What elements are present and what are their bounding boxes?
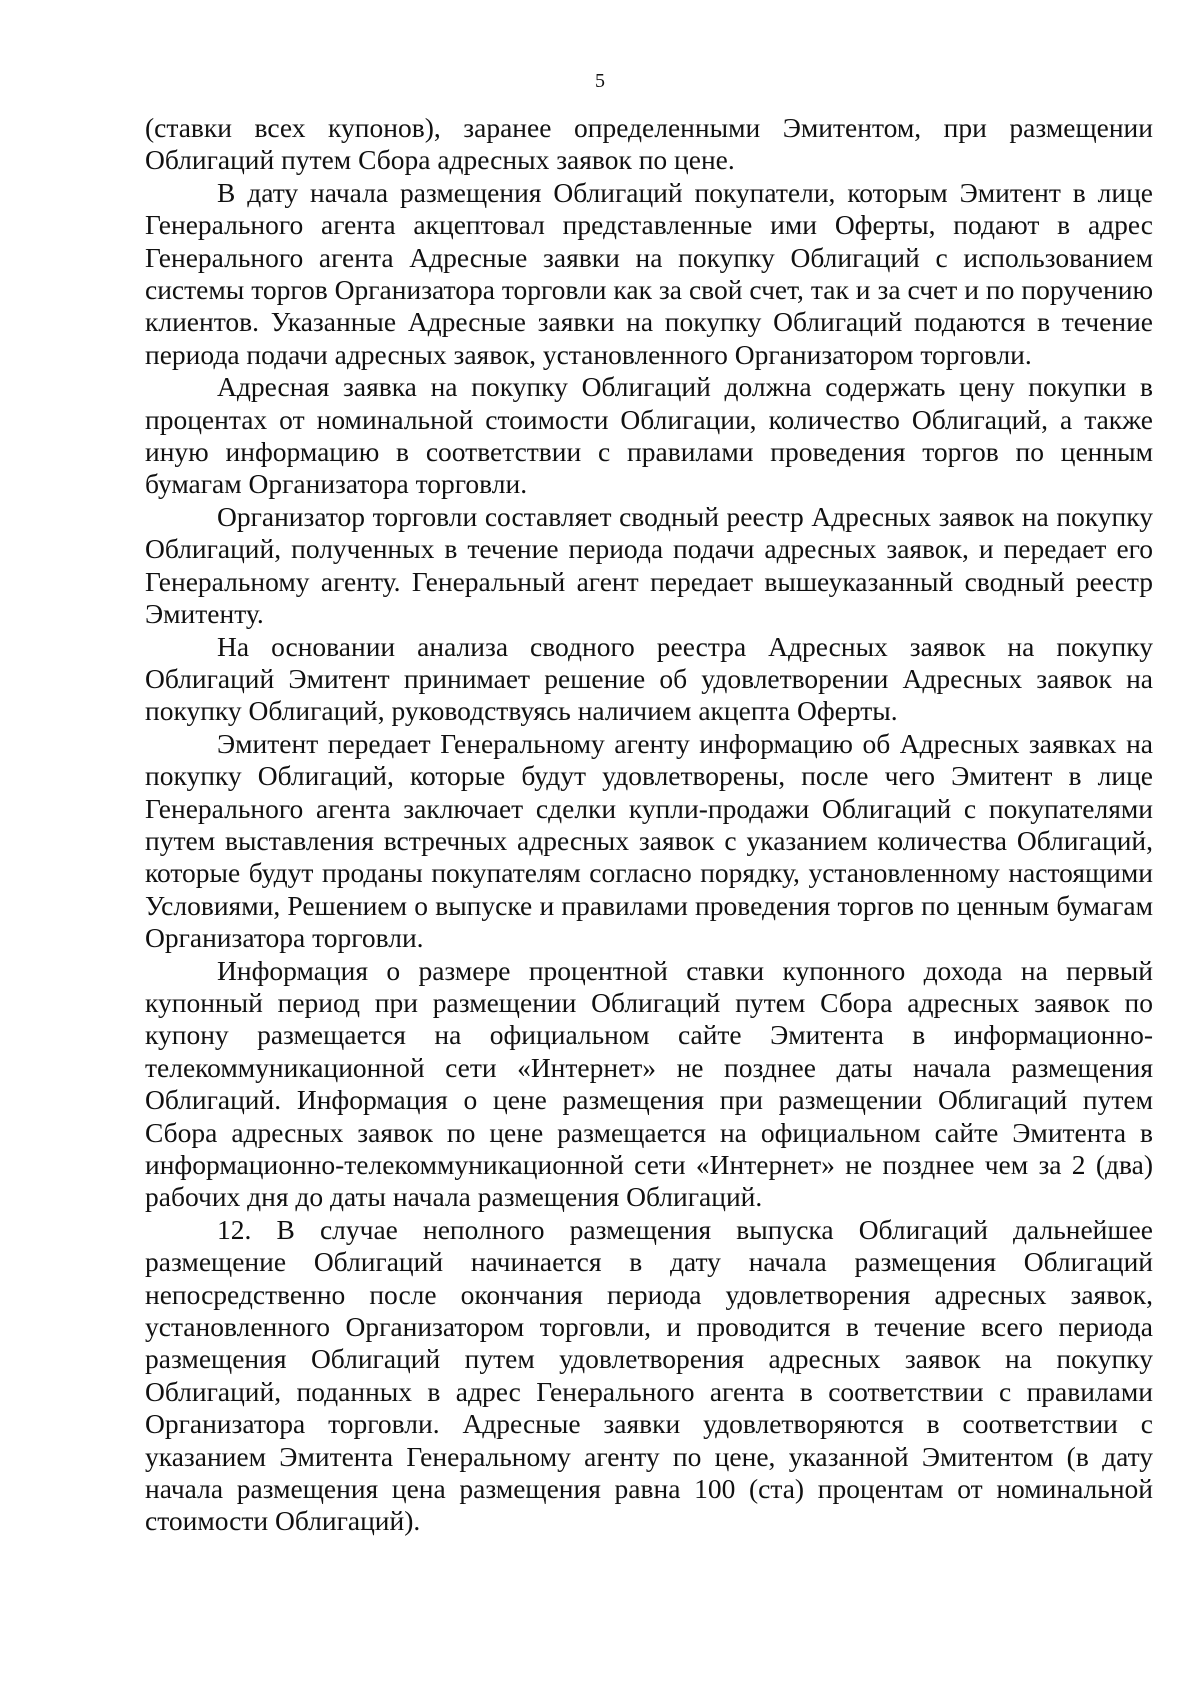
paragraph-consolidated-register: Организатор торговли составляет сводный реестр Адресных заявок на покупку Облигаций, полученных в течение периода подачи адресных заявок, и передает его Генеральному агенту. Генеральный агент передает вышеуказанный сводный реестр Эмитенту.: [145, 500, 1153, 630]
page-number: 5: [595, 70, 605, 92]
paragraph-issuer-decision: На основании анализа сводного реестра Адресных заявок на покупку Облигаций Эмитент принимает решение об удовлетворении Адресных заявок на покупку Облигаций, руководствуясь наличием акцепта Оферты.: [145, 630, 1153, 727]
paragraph-deal-conclusion: Эмитент передает Генеральному агенту информацию об Адресных заявках на покупку Облигаций, которые будут удовлетворены, после чего Эмитент в лице Генерального агента заключает сделки купли-продажи Облигаций с покупателями путем выставления встречных адресных заявок с указанием количества Облигаций, которые будут проданы покупателям согласно порядку, установленному настоящими Условиями, Решением о выпуске и правилами проведения торгов по ценным бумагам Организатора торговли.: [145, 727, 1153, 954]
document-body: [145, 112, 1153, 1538]
paragraph-item-12: 12. В случае неполного размещения выпуска Облигаций дальнейшее размещение Облигаций начинается в дату начала размещения Облигаций непосредственно после окончания периода удовлетворения адресных заявок, установленного Организатором торговли, и проводится в течение всего периода размещения Облигаций путем удовлетворения адресных заявок на покупку Облигаций, поданных в адрес Генерального агента в соответствии с правилами Организатора торговли. Адресные заявки удовлетворяются в соответствии с указанием Эмитента Генеральному агенту по цене, указанной Эмитентом (в дату начала размещения цена размещения равна 100 (ста) процентам от номинальной стоимости Облигаций).: [145, 1213, 1153, 1537]
paragraph-rate-disclosure: Информация о размере процентной ставки купонного дохода на первый купонный период при размещении Облигаций путем Сбора адресных заявок по купону размещается на официальном сайте Эмитента в информационно-телекоммуникационной сети «Интернет» не позднее даты начала размещения Облигаций. Информация о цене размещения при размещении Облигаций путем Сбора адресных заявок по цене размещается на официальном сайте Эмитента в информационно-телекоммуникационной сети «Интернет» не позднее чем за 2 (два) рабочих дня до даты начала размещения Облигаций.: [145, 954, 1153, 1213]
paragraph-bid-submission: В дату начала размещения Облигаций покупатели, которым Эмитент в лице Генерального агента акцептовал представленные ими Оферты, подают в адрес Генерального агента Адресные заявки на покупку Облигаций с использованием системы торгов Организатора торговли как за свой счет, так и за счет и по поручению клиентов. Указанные Адресные заявки на покупку Облигаций подаются в течение периода подачи адресных заявок, установленного Организатором торговли.: [145, 176, 1153, 370]
paragraph-bid-contents: Адресная заявка на покупку Облигаций должна содержать цену покупки в процентах от номинальной стоимости Облигации, количество Облигаций, а также иную информацию в соответствии с правилами проведения торгов по ценным бумагам Организатора торговли.: [145, 371, 1153, 500]
paragraph-continuation: (ставки всех купонов), заранее определенными Эмитентом, при размещении Облигаций путем Сбора адресных заявок по цене.: [145, 112, 1153, 176]
